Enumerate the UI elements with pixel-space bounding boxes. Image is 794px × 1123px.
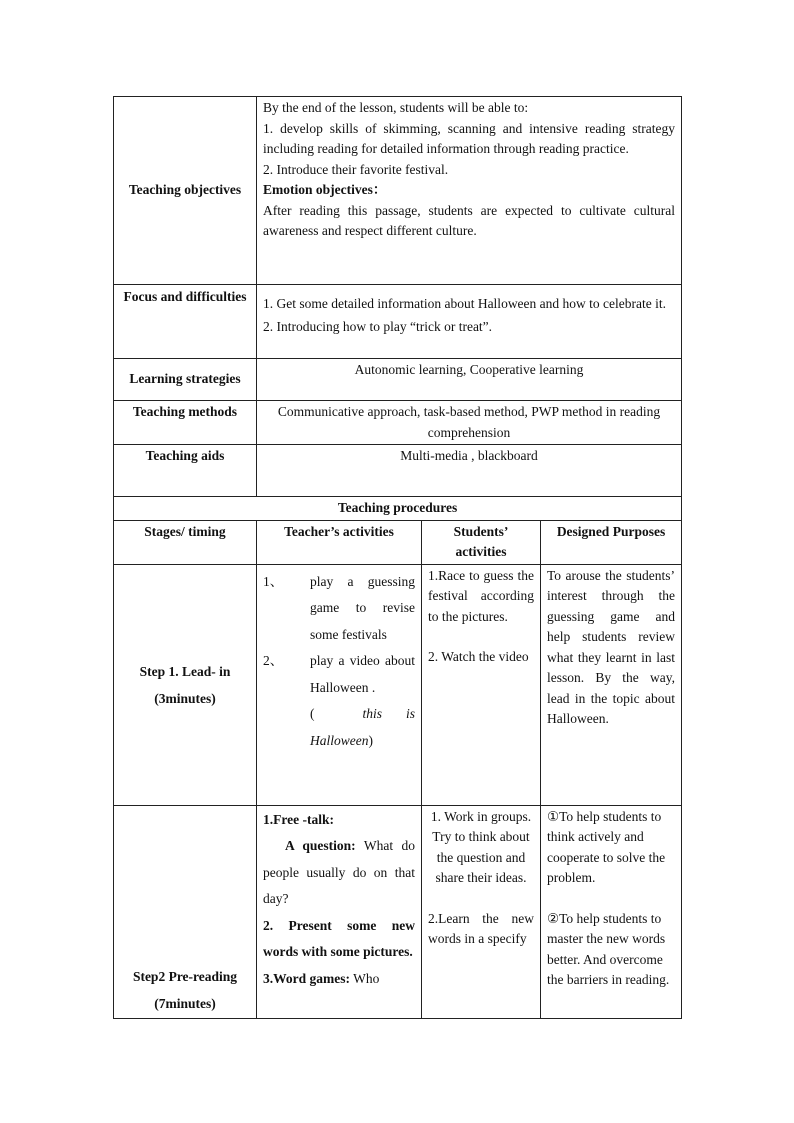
purpose-item: ①To help students to think actively and cooperate to solve the problem. <box>547 808 666 885</box>
aids-row <box>114 445 682 497</box>
step2-stage-label: Step2 Pre-reading <box>132 968 238 984</box>
methods-label: Teaching methods <box>114 401 257 445</box>
objectives-line: By the end of the lesson, students will be able to: <box>263 100 529 115</box>
step2-students <box>422 805 541 1018</box>
aids-value: Multi-media , blackboard <box>257 445 682 497</box>
focus-row <box>114 285 682 359</box>
procedures-title-row <box>114 497 682 521</box>
word-games-text: Who <box>353 970 380 986</box>
objectives-line: 2. Introduce their favorite festival. <box>263 161 449 177</box>
step2-timing: (7minutes) <box>154 995 216 1011</box>
present-words: 2. Present some new words with some pictures. <box>263 917 415 959</box>
procedures-header-row <box>114 520 682 564</box>
question-label: A question: <box>285 838 356 853</box>
lesson-plan-table <box>113 96 682 1019</box>
objectives-row <box>114 97 682 285</box>
learning-row <box>114 359 682 401</box>
activity-text: play a video about Halloween . <box>310 653 415 695</box>
step1-stage <box>114 564 257 805</box>
objectives-line: 1. develop skills of skimming, scanning and intensive reading strategy including reading for detailed information through reading practice. <box>263 120 676 156</box>
paren-close: ) <box>368 732 373 748</box>
student-activity: 1.Race to guess the festival according to the pictures. <box>428 567 534 624</box>
objectives-label: Teaching objectives <box>114 97 257 285</box>
activity-number: 2、 <box>263 653 284 668</box>
aids-label: Teaching aids <box>114 445 257 497</box>
step1-students <box>422 564 541 805</box>
learning-value: Autonomic learning, Cooperative learning <box>257 359 682 401</box>
header-teacher: Teacher’s activities <box>257 520 422 564</box>
student-activity: 2.Learn the new words in a specify <box>428 910 534 946</box>
procedures-title: Teaching procedures <box>114 497 682 521</box>
objectives-content <box>257 97 682 285</box>
step1-timing: (3minutes) <box>154 690 216 706</box>
activity-number: 1、 <box>263 573 284 589</box>
focus-label: Focus and difficulties <box>114 285 257 359</box>
focus-line: 1. Get some detailed information about Halloween and how to celebrate it. <box>263 296 666 311</box>
purpose-item: ②To help students to master the new words better. And overcome the barriers in reading. <box>547 910 670 987</box>
student-activity: 2. Watch the video <box>428 649 529 664</box>
step2-teacher <box>257 805 422 1018</box>
activity-italic: this is Halloween <box>310 706 416 748</box>
teacher-activity-2 <box>263 648 415 754</box>
focus-line: 2. Introducing how to play “trick or treat”. <box>263 319 493 334</box>
step2-purpose <box>541 805 682 1018</box>
header-purposes: Designed Purposes <box>541 520 682 564</box>
step2-stage <box>114 805 257 1018</box>
activity-text: play a guessing game to revise some festivals <box>310 573 415 642</box>
methods-value: Communicative approach, task-based method, PWP method in reading comprehension <box>257 401 682 445</box>
learning-label: Learning strategies <box>114 359 257 401</box>
step2-row <box>114 805 682 1018</box>
emotion-objectives-label: Emotion objectives： <box>263 182 387 197</box>
step1-purpose: To arouse the students’ interest through the guessing game and help students review what they learnt in last lesson. By the way, lead in the topic about Halloween. <box>541 564 682 805</box>
word-games-label: 3.Word games: <box>263 970 350 986</box>
step1-teacher <box>257 564 422 805</box>
free-talk: 1.Free -talk: <box>263 811 334 827</box>
emotion-objectives-text: After reading this passage, students are expected to cultivate cultural awareness and respect different culture. <box>263 202 676 238</box>
header-stages: Stages/ timing <box>114 520 257 564</box>
paren-open: ( <box>310 706 315 721</box>
student-activity: 1. Work in groups. Try to think about the question and share their ideas. <box>430 808 532 885</box>
header-students: Students’ activities <box>422 520 541 564</box>
focus-content <box>257 285 682 359</box>
question-text: What do people usually do on that day? <box>263 838 415 906</box>
step1-row <box>114 564 682 805</box>
teacher-activity-1 <box>263 569 415 649</box>
step1-stage-label: Step 1. Lead- in <box>139 663 231 679</box>
methods-row <box>114 401 682 445</box>
